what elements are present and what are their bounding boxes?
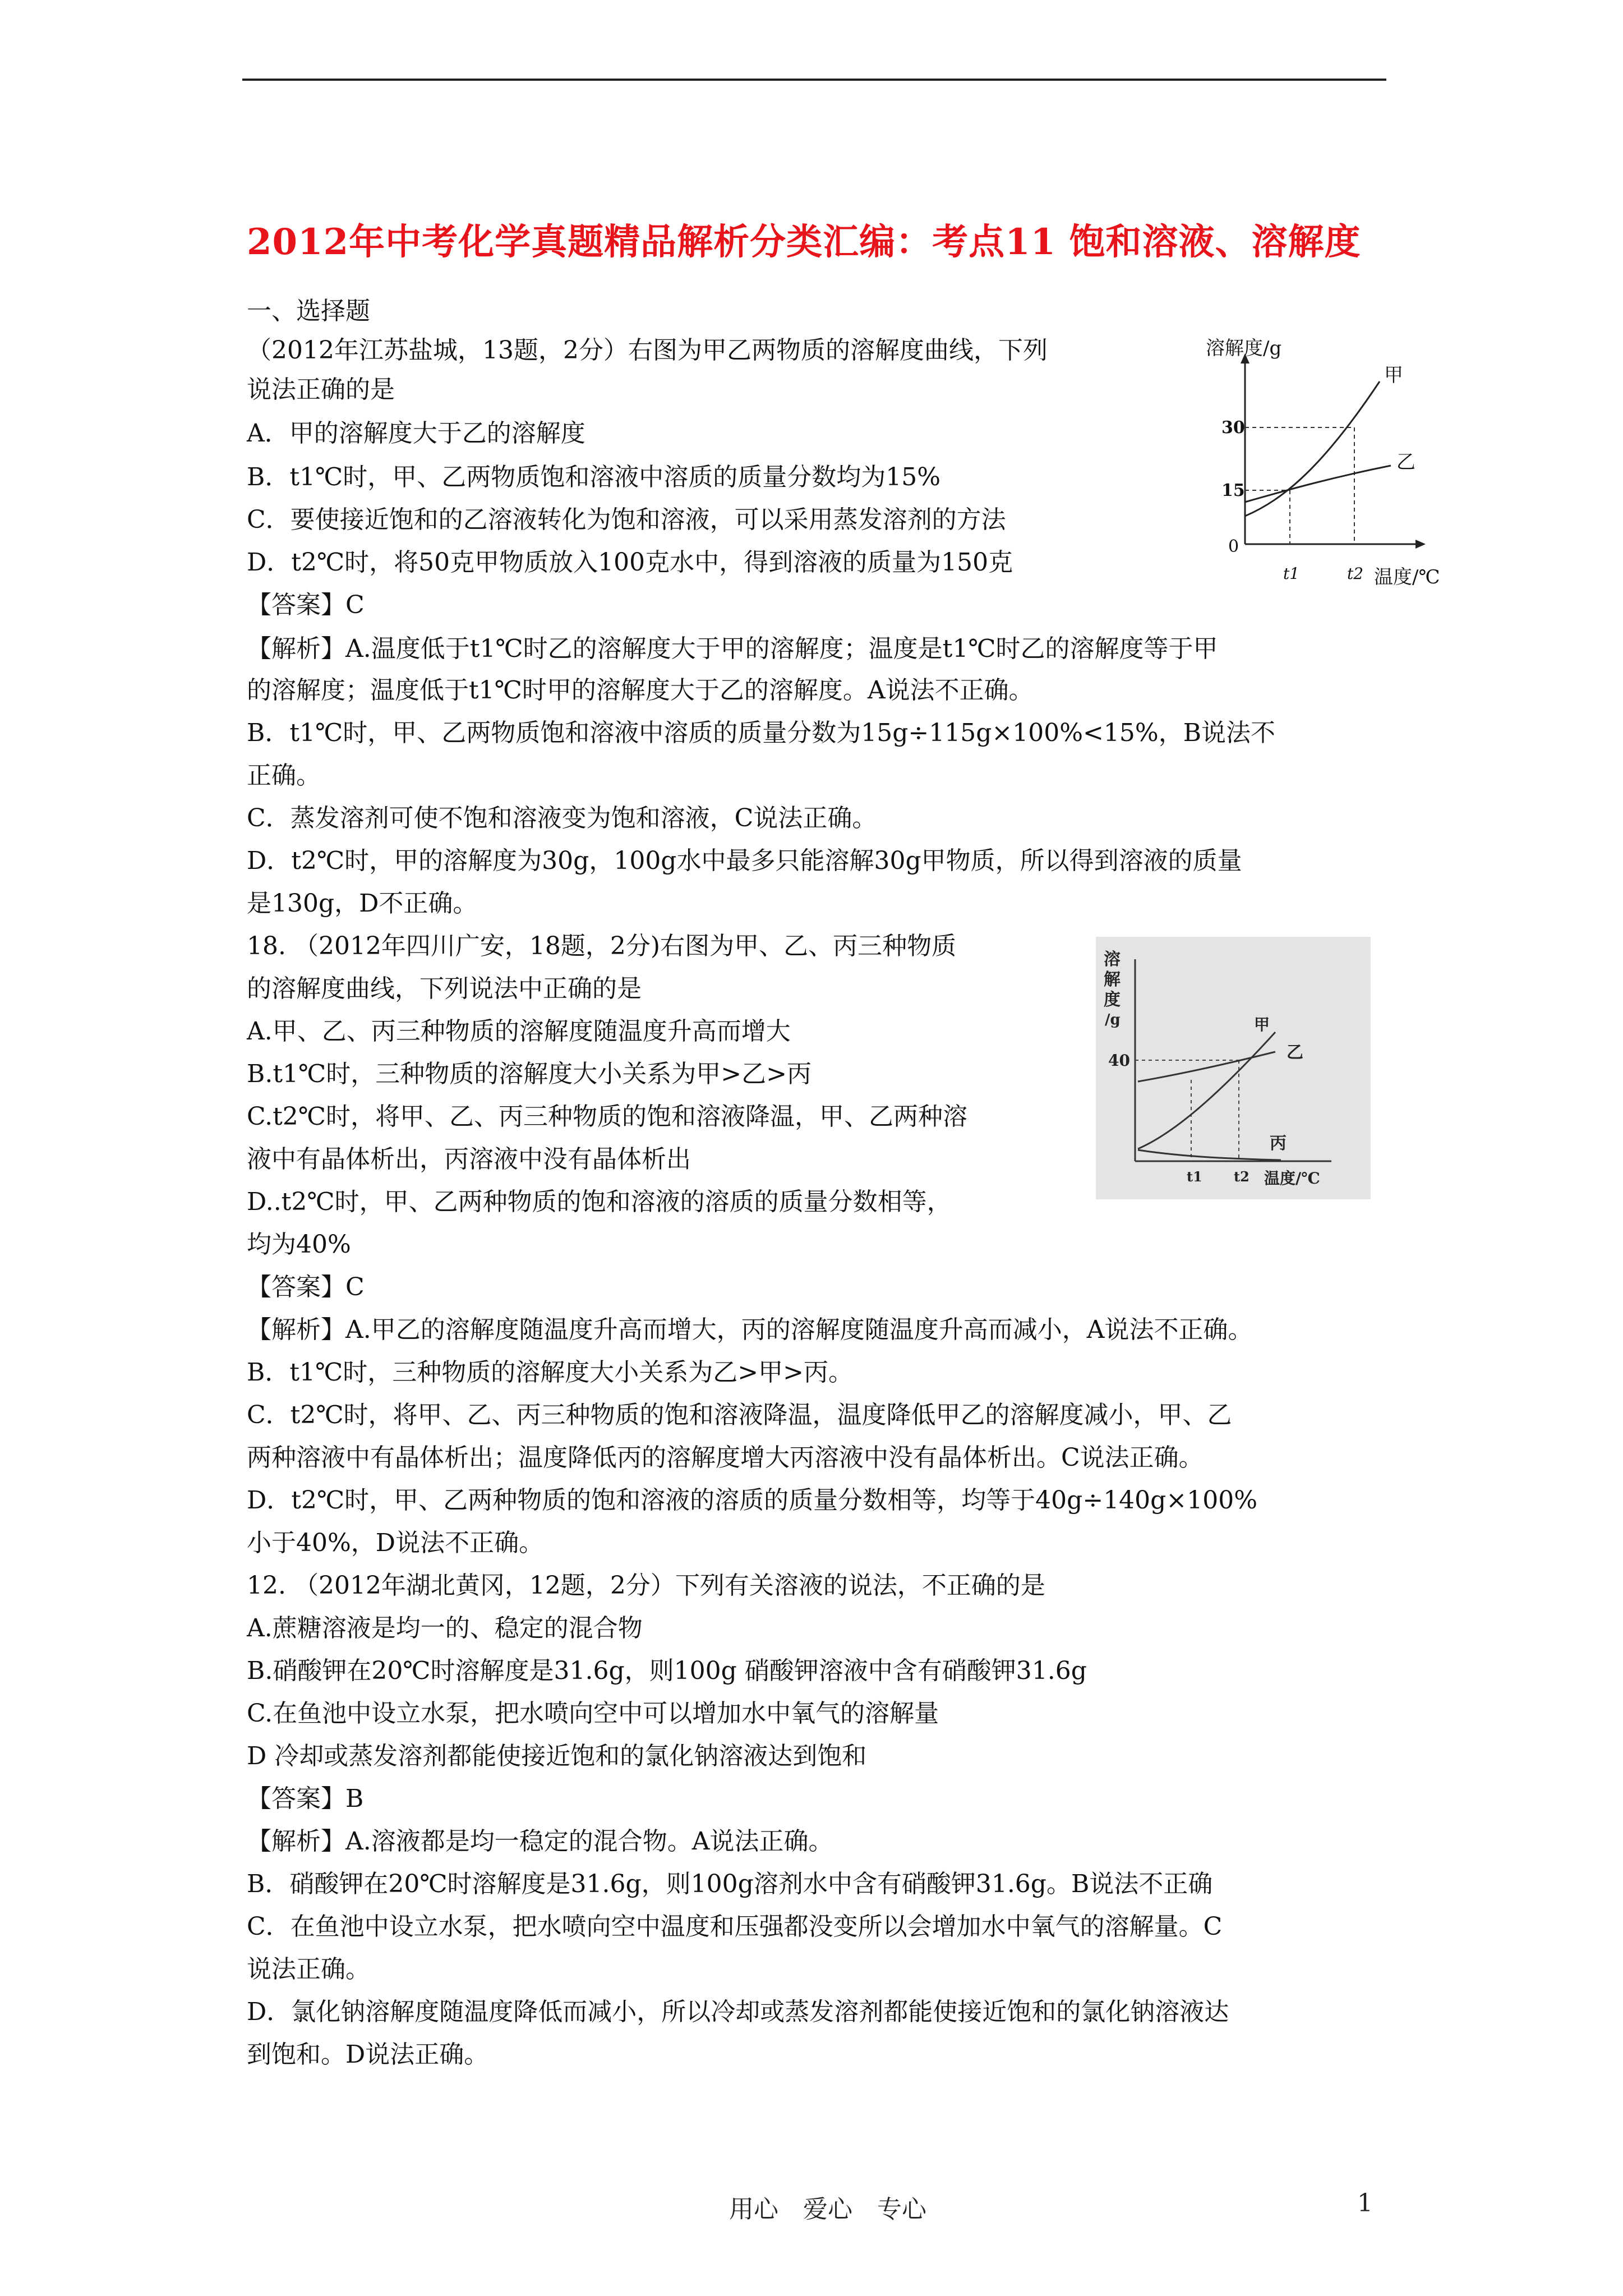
q2-option-c: C.t2℃时，将甲、乙、丙三种物质的饱和溶液降温，甲、乙两种溶 — [247, 1102, 967, 1131]
q1-answer: 【答案】C — [247, 591, 365, 619]
x-tick-t1: t1 — [1187, 1168, 1202, 1185]
q3-option-c: C.在鱼池中设立水泵，把水喷向空中可以增加水中氧气的溶解量 — [247, 1699, 939, 1728]
x-tick-t2: t2 — [1234, 1168, 1249, 1185]
q1-stem-line-2: 说法正确的是 — [247, 375, 395, 404]
y-label-char-1: 溶 — [1104, 950, 1121, 969]
scan-background — [1096, 937, 1371, 1199]
q1-stem-line-1: （2012年江苏盐城，13题，2分）右图为甲乙两物质的溶解度曲线，下列 — [247, 336, 1048, 365]
q2-stem-line-1: 18. （2012年四川广安，18题，2分)右图为甲、乙、丙三种物质 — [247, 932, 957, 960]
q3-analysis-line: 到饱和。D说法正确。 — [247, 2040, 489, 2069]
q2-option-b: B.t1℃时，三种物质的溶解度大小关系为甲>乙>丙 — [247, 1060, 811, 1088]
solubility-graph-1 — [1206, 337, 1464, 600]
solubility-graph-2 — [1096, 937, 1371, 1199]
y-tick-15: 15 — [1221, 481, 1245, 500]
q1-option-b: B．t1℃时，甲、乙两物质饱和溶液中溶质的质量分数均为15% — [247, 463, 941, 491]
header-rule — [242, 79, 1386, 81]
x-axis-label: 温度/℃ — [1264, 1169, 1320, 1188]
q3-answer: 【答案】B — [247, 1784, 364, 1813]
q1-option-d: D．t2℃时，将50克甲物质放入100克水中，得到溶液的质量为150克 — [247, 548, 1013, 577]
q3-analysis-line: 说法正确。 — [247, 1955, 370, 1984]
q2-analysis-line: 小于40%，D说法不正确。 — [247, 1529, 544, 1557]
q3-analysis-line: 【解析】A.溶液都是均一稳定的混合物。A说法正确。 — [247, 1827, 833, 1856]
q1-analysis-line: 【解析】A.温度低于t1℃时乙的溶解度大于甲的溶解度；温度是t1℃时乙的溶解度等于甲 — [247, 634, 1218, 663]
q1-analysis-line: B．t1℃时，甲、乙两物质饱和溶液中溶质的质量分数为15g÷115g×100%<15%，B说法不 — [247, 719, 1276, 747]
q2-analysis-line: C．t2℃时，将甲、乙、丙三种物质的饱和溶液降温，温度降低甲乙的溶解度减小，甲、乙 — [247, 1401, 1232, 1429]
q1-option-a: A．甲的溶解度大于乙的溶解度 — [247, 419, 585, 448]
x-axis-label: 温度/℃ — [1374, 566, 1440, 588]
q3-stem: 12. （2012年湖北黄冈，12题，2分）下列有关溶液的说法，不正确的是 — [247, 1571, 1045, 1600]
q3-analysis-line: B．硝酸钾在20℃时溶解度是31.6g，则100g溶剂水中含有硝酸钾31.6g。B说法不正确 — [247, 1870, 1213, 1898]
y-tick-40: 40 — [1108, 1051, 1130, 1070]
y-label-unit: /g — [1105, 1011, 1121, 1028]
q2-answer: 【答案】C — [247, 1273, 365, 1301]
q3-analysis-line: C．在鱼池中设立水泵，把水喷向空中温度和压强都没变所以会增加水中氧气的溶解量。C — [247, 1912, 1223, 1941]
x-axis-arrow — [1415, 540, 1426, 549]
y-label-char-2: 解 — [1104, 970, 1121, 990]
q1-analysis-line: 的溶解度；温度低于t1℃时甲的溶解度大于乙的溶解度。A说法不正确。 — [247, 676, 1034, 705]
page-title: 2012年中考化学真题精品解析分类汇编：考点11 饱和溶液、溶解度 — [247, 221, 1361, 263]
label-jia: 甲 — [1384, 364, 1403, 386]
y-axis-label: 溶解度/g — [1206, 337, 1282, 360]
q1-analysis-line: 是130g，D不正确。 — [247, 889, 478, 918]
label-yi: 乙 — [1396, 451, 1415, 473]
q2-option-d-cont: 均为40% — [247, 1230, 351, 1259]
q3-option-d: D 冷却或蒸发溶剂都能使接近饱和的氯化钠溶液达到饱和 — [247, 1742, 867, 1770]
q3-option-a: A.蔗糖溶液是均一的、稳定的混合物 — [247, 1614, 643, 1642]
q1-analysis-line: C．蒸发溶剂可使不饱和溶液变为饱和溶液，C说法正确。 — [247, 804, 877, 832]
y-tick-0: 0 — [1228, 537, 1239, 556]
x-tick-t2: t2 — [1347, 564, 1364, 583]
label-yi: 乙 — [1287, 1043, 1303, 1062]
label-bing: 丙 — [1270, 1134, 1287, 1153]
solubility-figure-2 — [1096, 937, 1371, 1199]
q2-analysis-line: 两种溶液中有晶体析出；温度降低丙的溶解度增大丙溶液中没有晶体析出。C说法正确。 — [247, 1443, 1204, 1472]
q1-option-c: C．要使接近饱和的乙溶液转化为饱和溶液，可以采用蒸发溶剂的方法 — [247, 505, 1006, 534]
q2-analysis-line: D．t2℃时，甲、乙两种物质的饱和溶液的溶质的质量分数相等，均等于40g÷140g×100% — [247, 1486, 1257, 1515]
y-tick-30: 30 — [1221, 418, 1245, 438]
q2-option-c-cont: 液中有晶体析出，丙溶液中没有晶体析出 — [247, 1145, 691, 1174]
page-number: 1 — [1357, 2189, 1373, 2217]
q3-option-b: B.硝酸钾在20℃时溶解度是31.6g，则100g 硝酸钾溶液中含有硝酸钾31.6g — [247, 1657, 1087, 1685]
q2-option-d: D..t2℃时，甲、乙两种物质的饱和溶液的溶质的质量分数相等， — [247, 1188, 952, 1216]
section-heading: 一、选择题 — [247, 297, 370, 325]
q2-option-a: A.甲、乙、丙三种物质的溶解度随温度升高而增大 — [247, 1017, 791, 1046]
solubility-figure-1 — [1206, 337, 1464, 600]
q2-analysis-line: 【解析】A.甲乙的溶解度随温度升高而增大，丙的溶解度随温度升高而减小，A说法不正确。 — [247, 1315, 1253, 1344]
curve-yi — [1245, 466, 1391, 502]
q3-analysis-line: D．氯化钠溶解度随温度降低而减小，所以冷却或蒸发溶剂都能使接近饱和的氯化钠溶液达 — [247, 1998, 1229, 2026]
y-label-char-3: 度 — [1104, 990, 1121, 1010]
footer-motto: 用心 爱心 专心 — [729, 2195, 926, 2224]
q1-analysis-line: 正确。 — [247, 761, 321, 790]
q2-analysis-line: B．t1℃时，三种物质的溶解度大小关系为乙>甲>丙。 — [247, 1358, 853, 1387]
q1-analysis-line: D．t2℃时，甲的溶解度为30g，100g水中最多只能溶解30g甲物质，所以得到溶液的质量 — [247, 846, 1242, 875]
q2-stem-line-2: 的溶解度曲线，下列说法中正确的是 — [247, 974, 642, 1003]
x-tick-t1: t1 — [1283, 564, 1300, 583]
label-jia: 甲 — [1254, 1015, 1270, 1034]
